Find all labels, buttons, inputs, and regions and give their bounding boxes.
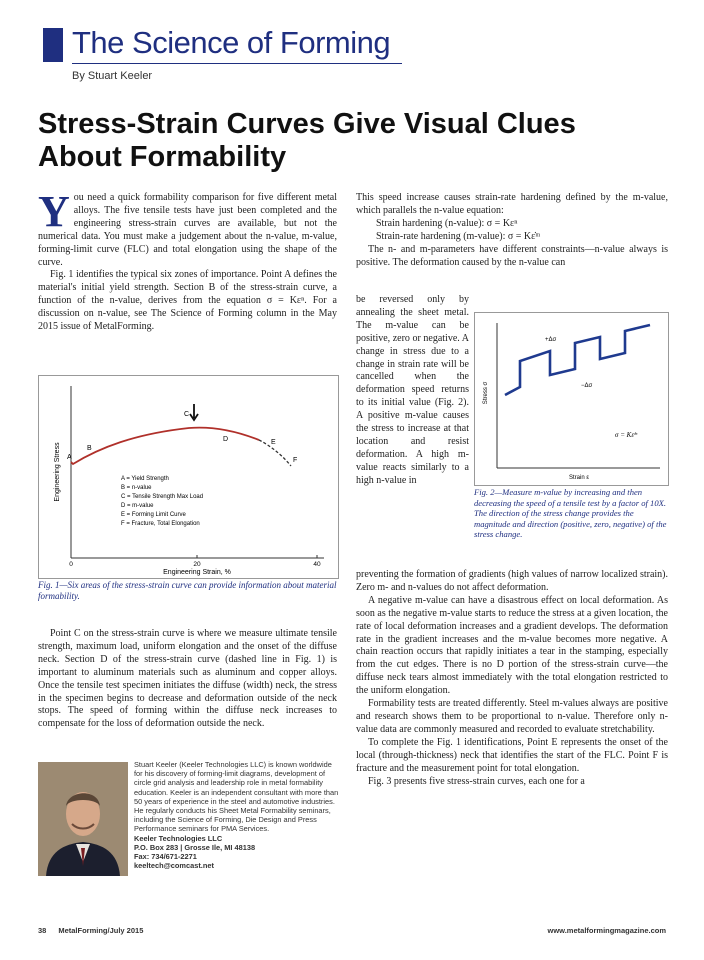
- author-fax: Fax: 734/671-2271: [134, 852, 197, 862]
- fig1-point-c: C: [184, 411, 190, 418]
- paragraph-constraints: The n- and m-parameters have different constraints—n-value always is positive. The deformation caused by the n-value can: [356, 243, 668, 268]
- figure-1-caption: Fig. 1—Six areas of the stress-strain curve can provide information about material formability.: [38, 580, 337, 601]
- paragraph-point-e: To complete the Fig. 1 identifications, Point E represents the onset of the local (through-thickness) neck that identifies the start of the FLC. Point F is fracture and the measurement point for total elongation.: [356, 736, 668, 774]
- paragraph-negative-m: A negative m-value can have a disastrous effect on local deformation. As soon as the negative m-value starts to reduce the stress at a given location, the rate of local deformation increases and a gradient develops. The deformation rate in the gradient increases and the m-value becomes more negative. A chain reaction occurs that rapidly initiates a tear in the stamping, especially from the cut edges. There is no D portion of the stress-strain curve—the diffuse neck tears almost immediately with the total elongation restricted to the uniform elongation.: [356, 594, 668, 697]
- fig2-xlabel: Strain ε: [568, 475, 590, 481]
- footer-left: [38, 926, 155, 935]
- fig2-stepped-curve: [505, 325, 650, 395]
- paragraph-formability: Formability tests are treated differently. Steel m-values always are positive and research shows them to be proportional to n-value. Therefore only n-value data are commonly measured and recorded to evaluate stretchability.: [356, 698, 668, 735]
- fig1-curve-solid: [71, 428, 259, 464]
- fig1-legend-a: A = Yield Strength: [121, 476, 169, 482]
- author-address: P.O. Box 283 | Grosse Ile, MI 48138: [134, 842, 256, 852]
- column-title: The Science of Forming: [72, 25, 391, 60]
- fig1-xlabel: Engineering Strain, %: [163, 569, 231, 576]
- column-accent-bar: [43, 28, 63, 62]
- fig1-point-a: A: [67, 454, 72, 461]
- right-column-top: [356, 192, 668, 269]
- right-column-bottom: [356, 569, 668, 788]
- fig1-ylabel: Engineering Stress: [54, 442, 61, 502]
- fig1-xtick-20: 20: [193, 561, 201, 568]
- author-bio: [134, 760, 339, 870]
- fig1-legend-e: E = Forming Limit Curve: [121, 512, 186, 518]
- issue-label: MetalForming/July 2015: [58, 926, 144, 935]
- fig2-ylabel: Stress σ: [483, 381, 489, 405]
- fig2-label-up: +Δσ: [545, 337, 557, 343]
- fig1-legend-b: B = n-value: [121, 485, 152, 491]
- fig1-point-e: E: [271, 439, 276, 446]
- paragraph-strain-rate: This speed increase causes strain-rate hardening defined by the m-value, which parallels the n-value equation:: [356, 192, 668, 216]
- fig2-label-down: −Δσ: [581, 383, 593, 389]
- author-bio-text: Stuart Keeler (Keeler Technologies LLC) is known worldwide for his discovery of forming-limit diagrams, development of circle grid analysis and leadership role in metal formability education. Keeler is an independent consultant with more than 50 years of experience in the steel and automotive industries. He regularly conducts his Sheet Metal Formability seminars, including the Science of Forming, Die Design and Press Performance seminars for PMA Services.: [134, 760, 339, 834]
- left-column-intro: [38, 187, 337, 334]
- figure-2-caption: Fig. 2—Measure m-value by increasing and then decreasing the speed of a tensile test by a factor of 10X. The direction of the stress change provides the magnitude and direction (positive, zero, negative) of the stress change.: [474, 487, 667, 539]
- figure-1: [38, 375, 339, 579]
- figure-2: [474, 312, 669, 486]
- author-company: Keeler Technologies LLC: [134, 833, 223, 843]
- fig1-xtick-40: 40: [313, 561, 321, 568]
- fig1-point-d: D: [223, 436, 229, 443]
- paragraph-fig3: Fig. 3 presents five stress-strain curves, each one for a: [368, 775, 585, 787]
- paragraph-fig1-intro: Fig. 1 identifies the typical six zones of importance. Point A defines the material's initial yield strength. Section B of the stress-strain curve, a function of the n-value, derives from the equation σ = Kεⁿ. For a discussion on n-value, see The Science of Forming column in the May 2015 issue of MetalForming.: [38, 269, 337, 333]
- paragraph-intro: [38, 187, 337, 269]
- fig1-legend-c: C = Tensile Strength Max Load: [121, 494, 204, 500]
- footer-url[interactable]: www.metalformingmagazine.com: [547, 926, 666, 935]
- author-portrait-icon: [38, 762, 128, 876]
- fig1-legend-d: D = m-value: [121, 503, 154, 509]
- author-photo: [38, 762, 128, 876]
- paragraph-intro-text: ou need a quick formability comparison for five different metal alloys. The five tensile tests have just been completed and the engineering stress-strain curves are available, but not the numerical data. You must make a judgement about the n-value, m-value, forming-limit curve (FLC) and total elongation using the shape of the curve.: [38, 192, 337, 268]
- left-column-body: [38, 628, 337, 731]
- fig1-point-f: F: [293, 457, 298, 464]
- figure-1-chart: [39, 376, 338, 578]
- fig1-arrow-icon: [190, 404, 198, 420]
- paragraph-m-value: be reversed only by annealing the sheet metal. The m-value can be positive, zero or negative. A change in stress due to a change in strain rate will be cancelled when the deformation speed returns to its initial value (Fig. 2). A positive m-value causes the stress to increase at that location and resist deformation. A high m-value reacts similarly to a high n-value in: [356, 294, 469, 486]
- right-column-narrow: [356, 294, 469, 488]
- column-title-rule: [72, 63, 402, 64]
- byline: By Stuart Keeler: [72, 70, 153, 82]
- equation-n-value: Strain hardening (n-value): σ = Kεⁿ: [376, 217, 518, 229]
- fig1-legend-f: F = Fracture, Total Elongation: [121, 521, 200, 527]
- fig1-xtick-0: 0: [69, 561, 73, 568]
- article-headline: Stress-Strain Curves Give Visual Clues About Formability: [38, 108, 576, 173]
- page-number: 38: [38, 926, 47, 935]
- figure-2-chart: [475, 313, 668, 485]
- equation-m-value: Strain-rate hardening (m-value): σ = Kε̇ᵐ: [376, 230, 541, 242]
- fig2-equation: σ = Kε̇ᵐ: [615, 431, 638, 439]
- paragraph-gradients: preventing the formation of gradients (high values of narrow localized strain). Zero m- and n-values do not affect deformation.: [356, 569, 668, 593]
- author-email[interactable]: keeltech@comcast.net: [134, 861, 214, 871]
- fig1-point-b: B: [87, 445, 92, 452]
- drop-cap: Y: [38, 187, 70, 236]
- paragraph-point-c: Point C on the stress-strain curve is where we measure ultimate tensile strength, maximum load, uniform elongation and the onset of the diffuse neck. Section D of the stress-strain curve (dashed line in Fig. 1) is important to aluminum materials such as aluminum and copper alloys. Once the tensile test specimen initiates the diffuse (width) neck, the stress in the specimen begins to decrease and deformation outside of the neck stops. The speed of forming within the diffuse neck increases to compensate for the loss of deformation outside the neck.: [38, 628, 337, 730]
